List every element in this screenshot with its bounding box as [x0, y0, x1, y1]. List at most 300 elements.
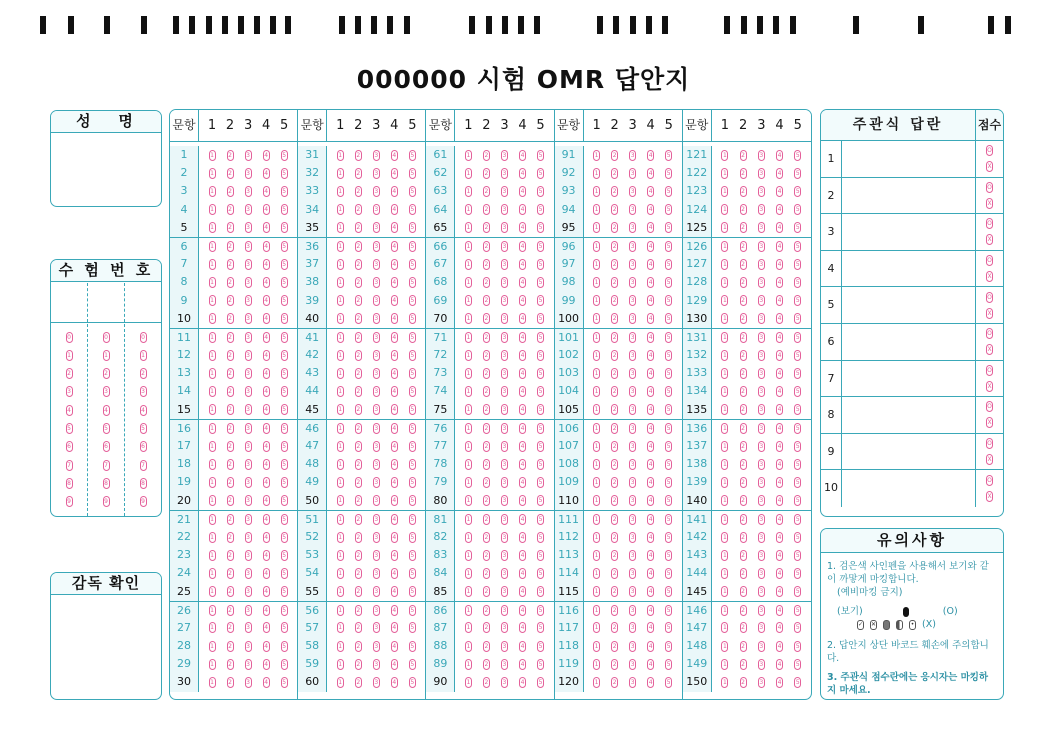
answer-bubble[interactable]: 3 — [246, 369, 250, 377]
answer-bubble[interactable]: 4 — [392, 297, 397, 305]
answer-bubble[interactable]: 3 — [630, 569, 635, 577]
answer-bubble[interactable]: 2 — [228, 478, 232, 486]
answer-bubble[interactable]: 3 — [374, 260, 379, 268]
answer-bubble[interactable]: 1 — [338, 569, 343, 577]
answer-bubble[interactable]: 1 — [594, 588, 599, 596]
answer-bubble[interactable]: 5 — [666, 260, 671, 268]
answer-bubble[interactable]: 1 — [210, 679, 214, 687]
answer-bubble[interactable]: 3 — [759, 624, 764, 632]
answer-bubble[interactable]: 4 — [264, 260, 269, 268]
answer-bubble[interactable]: 3 — [759, 515, 764, 523]
score-o-bubble[interactable]: O — [987, 257, 992, 265]
answer-bubble[interactable]: 1 — [722, 588, 727, 596]
answer-bubble[interactable]: 4 — [777, 497, 782, 505]
answer-bubble[interactable]: 3 — [246, 660, 250, 668]
answer-bubble[interactable]: 1 — [210, 369, 214, 377]
score-o-bubble[interactable]: O — [987, 366, 992, 374]
answer-bubble[interactable]: 5 — [666, 206, 671, 214]
answer-bubble[interactable]: 5 — [538, 333, 543, 341]
answer-bubble[interactable]: 3 — [374, 533, 379, 541]
answer-bubble[interactable]: 2 — [228, 660, 232, 668]
answer-bubble[interactable]: 5 — [795, 515, 800, 523]
answer-bubble[interactable]: 3 — [374, 460, 379, 468]
answer-bubble[interactable]: 5 — [538, 278, 543, 286]
answer-bubble[interactable]: 4 — [520, 606, 525, 614]
answer-bubble[interactable]: 4 — [777, 460, 782, 468]
answer-bubble[interactable]: 1 — [722, 606, 727, 614]
answer-bubble[interactable]: 3 — [374, 388, 379, 396]
answer-bubble[interactable]: 1 — [338, 515, 343, 523]
answer-bubble[interactable]: 3 — [759, 642, 764, 650]
exam-digit-bubble[interactable]: 3 — [141, 388, 145, 396]
answer-bubble[interactable]: 1 — [594, 278, 599, 286]
answer-bubble[interactable]: 2 — [356, 588, 361, 596]
answer-bubble[interactable]: 3 — [630, 679, 635, 687]
answer-bubble[interactable]: 2 — [612, 351, 617, 359]
answer-bubble[interactable]: 1 — [722, 406, 727, 414]
answer-bubble[interactable]: 1 — [722, 169, 727, 177]
answer-bubble[interactable]: 1 — [210, 515, 214, 523]
answer-bubble[interactable]: 2 — [228, 224, 232, 232]
answer-bubble[interactable]: 1 — [210, 588, 214, 596]
answer-bubble[interactable]: 2 — [612, 297, 617, 305]
subjective-answer-field[interactable] — [842, 287, 976, 323]
answer-bubble[interactable]: 4 — [777, 569, 782, 577]
answer-bubble[interactable]: 3 — [374, 151, 379, 159]
answer-bubble[interactable]: 5 — [795, 315, 800, 323]
answer-bubble[interactable]: 5 — [282, 588, 287, 596]
answer-bubble[interactable]: 3 — [246, 406, 250, 414]
answer-bubble[interactable]: 4 — [264, 369, 269, 377]
answer-bubble[interactable]: 1 — [210, 624, 214, 632]
score-o-bubble[interactable]: O — [987, 183, 992, 191]
answer-bubble[interactable]: 2 — [356, 606, 361, 614]
answer-bubble[interactable]: 1 — [338, 388, 343, 396]
subjective-answer-field[interactable] — [842, 178, 976, 214]
answer-bubble[interactable]: 1 — [338, 278, 343, 286]
answer-bubble[interactable]: 3 — [759, 151, 764, 159]
answer-bubble[interactable]: 4 — [520, 515, 525, 523]
answer-bubble[interactable]: 2 — [741, 351, 745, 359]
answer-bubble[interactable]: 2 — [612, 369, 617, 377]
answer-bubble[interactable]: 5 — [538, 642, 543, 650]
answer-bubble[interactable]: 3 — [246, 424, 250, 432]
exam-digit-bubble[interactable]: 4 — [141, 406, 145, 414]
answer-bubble[interactable]: 3 — [630, 169, 635, 177]
answer-bubble[interactable]: 2 — [741, 297, 745, 305]
answer-bubble[interactable]: 4 — [648, 642, 653, 650]
answer-bubble[interactable]: 4 — [392, 388, 397, 396]
answer-bubble[interactable]: 1 — [594, 624, 599, 632]
answer-bubble[interactable]: 4 — [520, 388, 525, 396]
answer-bubble[interactable]: 1 — [594, 206, 599, 214]
answer-bubble[interactable]: 2 — [228, 369, 232, 377]
answer-bubble[interactable]: 5 — [282, 660, 287, 668]
answer-bubble[interactable]: 2 — [484, 533, 489, 541]
answer-bubble[interactable]: 3 — [759, 224, 764, 232]
answer-bubble[interactable]: 1 — [722, 297, 727, 305]
answer-bubble[interactable]: 5 — [666, 278, 671, 286]
answer-bubble[interactable]: 3 — [502, 642, 507, 650]
answer-bubble[interactable]: 5 — [282, 442, 287, 450]
answer-bubble[interactable]: 4 — [264, 460, 269, 468]
answer-bubble[interactable]: 5 — [538, 442, 543, 450]
answer-bubble[interactable]: 2 — [612, 406, 617, 414]
answer-bubble[interactable]: 1 — [338, 187, 343, 195]
answer-bubble[interactable]: 5 — [410, 315, 415, 323]
answer-bubble[interactable]: 5 — [282, 624, 287, 632]
answer-bubble[interactable]: 4 — [648, 333, 653, 341]
answer-bubble[interactable]: 4 — [648, 169, 653, 177]
answer-bubble[interactable]: 4 — [648, 442, 653, 450]
answer-bubble[interactable]: 5 — [666, 660, 671, 668]
answer-bubble[interactable]: 3 — [502, 660, 507, 668]
answer-bubble[interactable]: 5 — [410, 351, 415, 359]
answer-bubble[interactable]: 2 — [741, 224, 745, 232]
answer-bubble[interactable]: 1 — [466, 260, 471, 268]
answer-bubble[interactable]: 4 — [392, 569, 397, 577]
answer-bubble[interactable]: 4 — [648, 278, 653, 286]
answer-bubble[interactable]: 5 — [666, 642, 671, 650]
answer-bubble[interactable]: 5 — [795, 369, 800, 377]
answer-bubble[interactable]: 5 — [538, 369, 543, 377]
answer-bubble[interactable]: 2 — [356, 406, 361, 414]
answer-bubble[interactable]: 2 — [484, 424, 489, 432]
answer-bubble[interactable]: 2 — [612, 478, 617, 486]
answer-bubble[interactable]: 4 — [648, 369, 653, 377]
answer-bubble[interactable]: 3 — [759, 478, 764, 486]
answer-bubble[interactable]: 1 — [722, 424, 727, 432]
answer-bubble[interactable]: 5 — [666, 406, 671, 414]
answer-bubble[interactable]: 1 — [338, 642, 343, 650]
answer-bubble[interactable]: 3 — [246, 351, 250, 359]
answer-bubble[interactable]: 2 — [741, 333, 745, 341]
answer-bubble[interactable]: 2 — [484, 588, 489, 596]
answer-bubble[interactable]: 4 — [777, 442, 782, 450]
answer-bubble[interactable]: 5 — [282, 515, 287, 523]
answer-bubble[interactable]: 2 — [741, 278, 745, 286]
answer-bubble[interactable]: 2 — [612, 460, 617, 468]
answer-bubble[interactable]: 3 — [630, 151, 635, 159]
answer-bubble[interactable]: 2 — [741, 642, 745, 650]
answer-bubble[interactable]: 5 — [410, 551, 415, 559]
answer-bubble[interactable]: 4 — [777, 151, 782, 159]
answer-bubble[interactable]: 4 — [648, 187, 653, 195]
answer-bubble[interactable]: 3 — [246, 551, 250, 559]
answer-bubble[interactable]: 4 — [648, 679, 653, 687]
answer-bubble[interactable]: 3 — [502, 297, 507, 305]
answer-bubble[interactable]: 5 — [795, 642, 800, 650]
answer-bubble[interactable]: 1 — [466, 569, 471, 577]
answer-bubble[interactable]: 1 — [210, 151, 214, 159]
answer-bubble[interactable]: 3 — [502, 424, 507, 432]
answer-bubble[interactable]: 2 — [741, 660, 745, 668]
answer-bubble[interactable]: 4 — [648, 315, 653, 323]
answer-bubble[interactable]: 2 — [612, 187, 617, 195]
answer-bubble[interactable]: 1 — [594, 406, 599, 414]
answer-bubble[interactable]: 4 — [264, 606, 269, 614]
answer-bubble[interactable]: 5 — [410, 169, 415, 177]
answer-bubble[interactable]: 2 — [228, 206, 232, 214]
answer-bubble[interactable]: 1 — [338, 588, 343, 596]
answer-bubble[interactable]: 4 — [264, 515, 269, 523]
answer-bubble[interactable]: 1 — [338, 460, 343, 468]
exam-digit-bubble[interactable]: 8 — [141, 479, 145, 487]
answer-bubble[interactable]: 1 — [594, 151, 599, 159]
answer-bubble[interactable]: 5 — [666, 151, 671, 159]
answer-bubble[interactable]: 3 — [759, 187, 764, 195]
answer-bubble[interactable]: 2 — [612, 642, 617, 650]
answer-bubble[interactable]: 5 — [795, 169, 800, 177]
score-o-bubble[interactable]: O — [987, 293, 992, 301]
answer-bubble[interactable]: 3 — [502, 515, 507, 523]
exam-digit-bubble[interactable]: 1 — [104, 351, 108, 359]
answer-bubble[interactable]: 5 — [795, 278, 800, 286]
answer-bubble[interactable]: 5 — [795, 243, 800, 251]
answer-bubble[interactable]: 4 — [648, 297, 653, 305]
answer-bubble[interactable]: 4 — [392, 243, 397, 251]
answer-bubble[interactable]: 4 — [648, 424, 653, 432]
answer-bubble[interactable]: 2 — [356, 642, 361, 650]
answer-bubble[interactable]: 2 — [741, 533, 745, 541]
answer-bubble[interactable]: 3 — [246, 460, 250, 468]
answer-bubble[interactable]: 2 — [612, 569, 617, 577]
answer-bubble[interactable]: 4 — [392, 424, 397, 432]
answer-bubble[interactable]: 3 — [630, 551, 635, 559]
answer-bubble[interactable]: 4 — [264, 388, 269, 396]
answer-bubble[interactable]: 1 — [594, 187, 599, 195]
answer-bubble[interactable]: 3 — [502, 588, 507, 596]
answer-bubble[interactable]: 3 — [630, 388, 635, 396]
answer-bubble[interactable]: 1 — [466, 388, 471, 396]
score-x-bubble[interactable]: X — [987, 163, 992, 171]
answer-bubble[interactable]: 1 — [210, 224, 214, 232]
score-x-bubble[interactable]: X — [987, 236, 992, 244]
answer-bubble[interactable]: 4 — [777, 551, 782, 559]
answer-bubble[interactable]: 1 — [210, 388, 214, 396]
answer-bubble[interactable]: 1 — [594, 169, 599, 177]
answer-bubble[interactable]: 4 — [520, 533, 525, 541]
answer-bubble[interactable]: 3 — [374, 406, 379, 414]
answer-bubble[interactable]: 2 — [356, 151, 361, 159]
answer-bubble[interactable]: 2 — [228, 260, 232, 268]
answer-bubble[interactable]: 2 — [484, 351, 489, 359]
answer-bubble[interactable]: 3 — [374, 442, 379, 450]
answer-bubble[interactable]: 1 — [594, 315, 599, 323]
answer-bubble[interactable]: 3 — [759, 442, 764, 450]
answer-bubble[interactable]: 3 — [246, 151, 250, 159]
answer-bubble[interactable]: 4 — [392, 533, 397, 541]
answer-bubble[interactable]: 4 — [648, 660, 653, 668]
answer-bubble[interactable]: 4 — [520, 660, 525, 668]
answer-bubble[interactable]: 4 — [648, 406, 653, 414]
answer-bubble[interactable]: 4 — [777, 624, 782, 632]
answer-bubble[interactable]: 5 — [795, 588, 800, 596]
answer-bubble[interactable]: 5 — [538, 406, 543, 414]
answer-bubble[interactable]: 2 — [356, 551, 361, 559]
answer-bubble[interactable]: 5 — [666, 369, 671, 377]
answer-bubble[interactable]: 4 — [777, 406, 782, 414]
answer-bubble[interactable]: 1 — [594, 533, 599, 541]
answer-bubble[interactable]: 4 — [648, 206, 653, 214]
exam-digit-bubble[interactable]: 9 — [104, 498, 108, 506]
exam-digit-bubble[interactable]: 2 — [104, 370, 108, 378]
answer-bubble[interactable]: 5 — [282, 151, 287, 159]
answer-bubble[interactable]: 3 — [759, 551, 764, 559]
answer-bubble[interactable]: 3 — [630, 278, 635, 286]
answer-bubble[interactable]: 3 — [246, 206, 250, 214]
answer-bubble[interactable]: 1 — [722, 569, 727, 577]
answer-bubble[interactable]: 5 — [282, 533, 287, 541]
answer-bubble[interactable]: 3 — [759, 569, 764, 577]
answer-bubble[interactable]: 5 — [538, 206, 543, 214]
answer-bubble[interactable]: 2 — [612, 424, 617, 432]
answer-bubble[interactable]: 5 — [666, 515, 671, 523]
answer-bubble[interactable]: 4 — [392, 497, 397, 505]
answer-bubble[interactable]: 4 — [520, 333, 525, 341]
answer-bubble[interactable]: 1 — [338, 351, 343, 359]
answer-bubble[interactable]: 5 — [795, 224, 800, 232]
answer-bubble[interactable]: 4 — [777, 679, 782, 687]
answer-bubble[interactable]: 4 — [392, 460, 397, 468]
answer-bubble[interactable]: 4 — [777, 224, 782, 232]
answer-bubble[interactable]: 3 — [502, 333, 507, 341]
answer-bubble[interactable]: 2 — [741, 478, 745, 486]
answer-bubble[interactable]: 3 — [759, 660, 764, 668]
answer-bubble[interactable]: 4 — [264, 187, 269, 195]
answer-bubble[interactable]: 5 — [666, 569, 671, 577]
answer-bubble[interactable]: 2 — [484, 478, 489, 486]
answer-bubble[interactable]: 4 — [264, 624, 269, 632]
answer-bubble[interactable]: 5 — [410, 224, 415, 232]
answer-bubble[interactable]: 2 — [228, 606, 232, 614]
answer-bubble[interactable]: 3 — [502, 224, 507, 232]
answer-bubble[interactable]: 5 — [538, 551, 543, 559]
answer-bubble[interactable]: 5 — [282, 388, 287, 396]
answer-bubble[interactable]: 5 — [410, 297, 415, 305]
answer-bubble[interactable]: 4 — [392, 606, 397, 614]
answer-bubble[interactable]: 1 — [722, 224, 727, 232]
answer-bubble[interactable]: 3 — [759, 406, 764, 414]
answer-bubble[interactable]: 3 — [630, 369, 635, 377]
answer-bubble[interactable]: 4 — [392, 333, 397, 341]
exam-digit-bubble[interactable]: 7 — [141, 461, 145, 469]
answer-bubble[interactable]: 4 — [264, 442, 269, 450]
exam-digit-bubble[interactable]: 4 — [104, 406, 108, 414]
answer-bubble[interactable]: 2 — [228, 533, 232, 541]
answer-bubble[interactable]: 5 — [538, 533, 543, 541]
answer-bubble[interactable]: 5 — [795, 297, 800, 305]
answer-bubble[interactable]: 4 — [520, 187, 525, 195]
answer-bubble[interactable]: 4 — [520, 588, 525, 596]
answer-bubble[interactable]: 2 — [356, 278, 361, 286]
answer-bubble[interactable]: 1 — [210, 260, 214, 268]
answer-bubble[interactable]: 1 — [594, 369, 599, 377]
answer-bubble[interactable]: 3 — [374, 424, 379, 432]
answer-bubble[interactable]: 1 — [594, 442, 599, 450]
answer-bubble[interactable]: 1 — [210, 660, 214, 668]
subjective-answer-field[interactable] — [842, 361, 976, 397]
answer-bubble[interactable]: 2 — [228, 278, 232, 286]
answer-bubble[interactable]: 2 — [612, 497, 617, 505]
answer-bubble[interactable]: 5 — [666, 297, 671, 305]
answer-bubble[interactable]: 4 — [520, 424, 525, 432]
answer-bubble[interactable]: 4 — [648, 497, 653, 505]
answer-bubble[interactable]: 2 — [741, 588, 745, 596]
answer-bubble[interactable]: 1 — [594, 333, 599, 341]
answer-bubble[interactable]: 5 — [282, 315, 287, 323]
answer-bubble[interactable]: 1 — [466, 624, 471, 632]
answer-bubble[interactable]: 2 — [612, 243, 617, 251]
answer-bubble[interactable]: 3 — [630, 660, 635, 668]
answer-bubble[interactable]: 2 — [484, 551, 489, 559]
answer-bubble[interactable]: 4 — [520, 151, 525, 159]
answer-bubble[interactable]: 2 — [741, 369, 745, 377]
answer-bubble[interactable]: 5 — [666, 333, 671, 341]
answer-bubble[interactable]: 4 — [520, 351, 525, 359]
answer-bubble[interactable]: 3 — [246, 478, 250, 486]
answer-bubble[interactable]: 1 — [722, 206, 727, 214]
answer-bubble[interactable]: 3 — [759, 315, 764, 323]
answer-bubble[interactable]: 1 — [594, 351, 599, 359]
answer-bubble[interactable]: 1 — [466, 424, 471, 432]
answer-bubble[interactable]: 5 — [795, 478, 800, 486]
answer-bubble[interactable]: 2 — [741, 406, 745, 414]
answer-bubble[interactable]: 4 — [392, 278, 397, 286]
answer-bubble[interactable]: 1 — [722, 333, 727, 341]
answer-bubble[interactable]: 1 — [338, 424, 343, 432]
answer-bubble[interactable]: 5 — [410, 660, 415, 668]
answer-bubble[interactable]: 2 — [612, 606, 617, 614]
answer-bubble[interactable]: 2 — [484, 679, 489, 687]
subjective-answer-field[interactable] — [842, 214, 976, 250]
score-x-bubble[interactable]: X — [987, 199, 992, 207]
answer-bubble[interactable]: 2 — [741, 497, 745, 505]
answer-bubble[interactable]: 5 — [282, 243, 287, 251]
answer-bubble[interactable]: 2 — [484, 260, 489, 268]
answer-bubble[interactable]: 5 — [410, 642, 415, 650]
answer-bubble[interactable]: 3 — [630, 624, 635, 632]
answer-bubble[interactable]: 1 — [338, 442, 343, 450]
answer-bubble[interactable]: 4 — [777, 515, 782, 523]
answer-bubble[interactable]: 1 — [338, 660, 343, 668]
answer-bubble[interactable]: 4 — [648, 460, 653, 468]
answer-bubble[interactable]: 3 — [246, 297, 250, 305]
answer-bubble[interactable]: 3 — [246, 278, 250, 286]
answer-bubble[interactable]: 1 — [466, 369, 471, 377]
answer-bubble[interactable]: 1 — [722, 442, 727, 450]
answer-bubble[interactable]: 3 — [246, 224, 250, 232]
score-x-bubble[interactable]: X — [987, 346, 992, 354]
exam-digit-bubble[interactable]: 0 — [104, 333, 108, 341]
answer-bubble[interactable]: 2 — [484, 515, 489, 523]
answer-bubble[interactable]: 5 — [666, 442, 671, 450]
answer-bubble[interactable]: 4 — [648, 624, 653, 632]
answer-bubble[interactable]: 4 — [520, 406, 525, 414]
answer-bubble[interactable]: 2 — [228, 315, 232, 323]
answer-bubble[interactable]: 5 — [410, 624, 415, 632]
answer-bubble[interactable]: 3 — [502, 406, 507, 414]
answer-bubble[interactable]: 3 — [630, 315, 635, 323]
answer-bubble[interactable]: 2 — [356, 333, 361, 341]
answer-bubble[interactable]: 4 — [777, 315, 782, 323]
answer-bubble[interactable]: 2 — [228, 588, 232, 596]
answer-bubble[interactable]: 4 — [520, 297, 525, 305]
answer-bubble[interactable]: 4 — [648, 588, 653, 596]
answer-bubble[interactable]: 3 — [759, 533, 764, 541]
exam-digit-bubble[interactable]: 8 — [104, 479, 108, 487]
answer-bubble[interactable]: 1 — [210, 406, 214, 414]
